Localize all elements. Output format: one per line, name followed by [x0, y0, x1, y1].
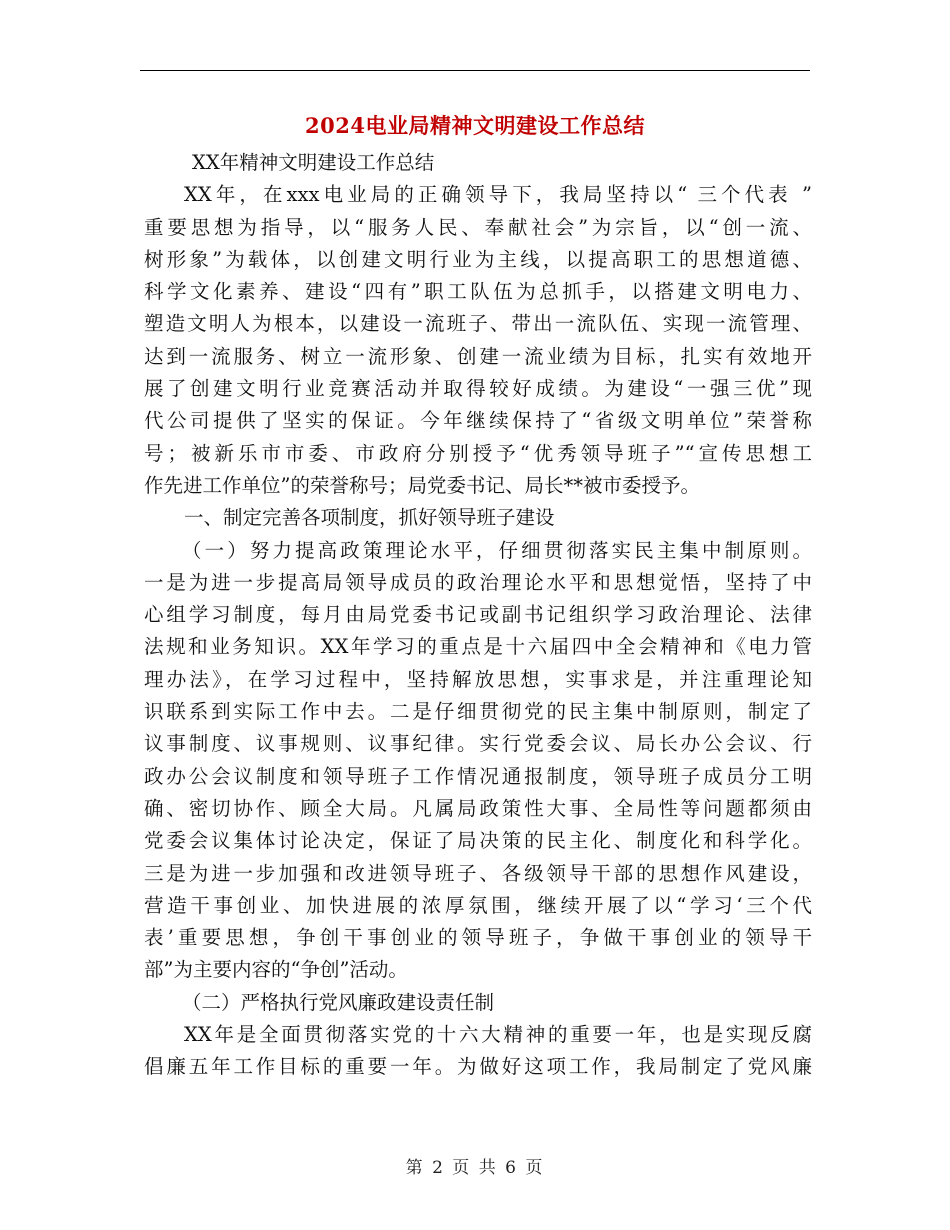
paragraph-line: 倡廉五年工作目标的重要一年。为做好这项工作，我局制定了党风廉 [144, 1055, 812, 1079]
paragraph-line: 达到一流服务、树立一流形象、创建一流业绩为目标，扎实有效地开 [144, 344, 812, 368]
paragraph-line: 作先进工作单位”的荣誉称号；局党委书记、局长**被市委授予。 [144, 473, 700, 497]
paragraph-line: 代公司提供了坚实的保证。今年继续保持了“省级文明单位”荣誉称 [144, 409, 812, 433]
document-title: 2024电业局精神文明建设工作总结 [305, 113, 645, 138]
paragraph-line: XX年是全面贯彻落实党的十六大精神的重要一年，也是实现反腐 [184, 1023, 812, 1047]
paragraph-line: 展了创建文明行业竞赛活动并取得较好成绩。为建设“一强三优”现 [144, 377, 812, 401]
section-heading: 一、制定完善各项制度，抓好领导班子建设 [184, 506, 555, 530]
paragraph-line: 号；被新乐市市委、市政府分别授予“优秀领导班子”“宣传思想工 [144, 441, 812, 465]
paragraph-line: 科学文化素养、建设“四有”职工队伍为总抓手，以搭建文明电力、 [144, 280, 812, 304]
paragraph-line: 部”为主要内容的“争创”活动。 [144, 958, 408, 982]
paragraph-line: 党委会议集体讨论决定，保证了局决策的民主化、制度化和科学化。 [144, 829, 812, 853]
paragraph-line: 确、密切协作、顾全大局。凡属局政策性大事、全局性等问题都须由 [144, 796, 812, 820]
subsection-heading: （二）严格执行党风廉政建设责任制 [182, 990, 495, 1014]
paragraph-line: 营造干事创业、加快进展的浓厚氛围，继续开展了以“学习‘三个代 [144, 893, 812, 917]
paragraph-line: 识联系到实际工作中去。二是仔细贯彻党的民主集中制原则，制定了 [144, 700, 812, 724]
page-number-footer: 第 2 页 共 6 页 [405, 1158, 545, 1178]
paragraph-line: 法规和业务知识。XX年学习的重点是十六届四中全会精神和《电力管 [144, 635, 812, 659]
header-rule [140, 70, 810, 71]
subsection-heading: （一）努力提高政策理论水平，仔细贯彻落实民主集中制原则。 [182, 538, 812, 562]
paragraph-line: 议事制度、议事规则、议事纪律。实行党委会议、局长办公会议、行 [144, 732, 812, 756]
paragraph-line: 三是为进一步加强和改进领导班子、各级领导干部的思想作风建设， [144, 861, 812, 885]
paragraph-line: 理办法》，在学习过程中，坚持解放思想，实事求是，并注重理论知 [144, 667, 812, 691]
paragraph-line: 表’重要思想，争创干事创业的领导班子，争做干事创业的领导干 [144, 926, 812, 950]
paragraph-line: 树形象”为载体，以创建文明行业为主线，以提高职工的思想道德、 [144, 247, 812, 271]
paragraph-line: 一是为进一步提高局领导成员的政治理论水平和思想觉悟，坚持了中 [144, 570, 812, 594]
paragraph-line: 心组学习制度，每月由局党委书记或副书记组织学习政治理论、法律 [144, 603, 812, 627]
paragraph-line: 重要思想为指导，以“服务人民、奉献社会”为宗旨，以“创一流、 [144, 215, 812, 239]
subtitle-line: XX年精神文明建设工作总结 [192, 151, 435, 174]
paragraph-line: 塑造文明人为根本，以建设一流班子、带出一流队伍、实现一流管理、 [144, 312, 812, 336]
paragraph-line: XX年，在xxx电业局的正确领导下，我局坚持以“ 三个代表 ” [184, 183, 812, 207]
paragraph-line: 政办公会议制度和领导班子工作情况通报制度，领导班子成员分工明 [144, 764, 812, 788]
document-body [144, 147, 812, 1084]
